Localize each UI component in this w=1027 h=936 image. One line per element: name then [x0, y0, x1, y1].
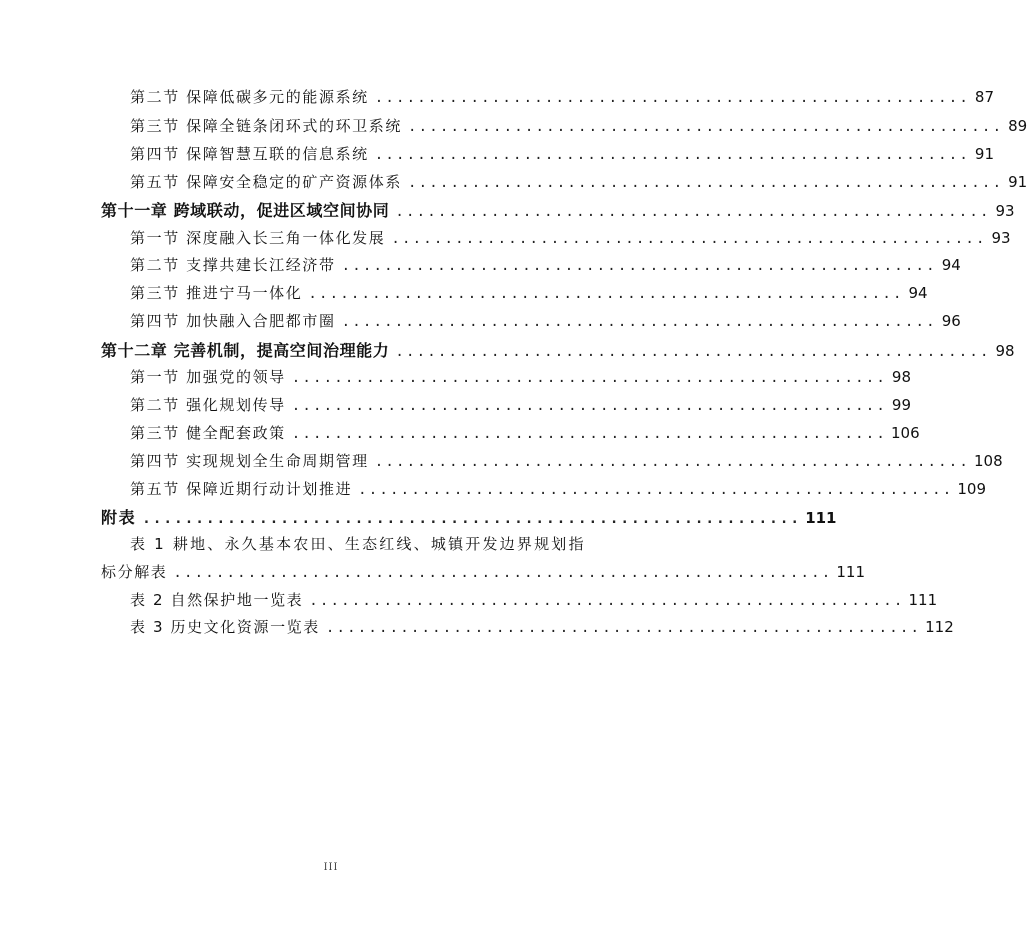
toc-entry-page: 111	[836, 563, 866, 581]
dot-leader: ........................................................	[395, 204, 991, 220]
toc-entry-page: 87	[974, 88, 994, 106]
toc-entry-label: 第四节 加快融入合肥都市圈	[130, 312, 336, 330]
toc-entry-page: 89	[1008, 117, 1027, 135]
dot-leader: ........................................................	[374, 454, 970, 470]
toc-entry[interactable]	[101, 561, 866, 582]
toc-entry-page: 93	[991, 229, 1011, 247]
dot-leader: ........................................................	[341, 258, 937, 274]
toc-chapter-entry[interactable]	[101, 198, 1015, 221]
toc-entry[interactable]	[130, 227, 1011, 248]
dot-leader: ........................................................	[407, 119, 1004, 135]
toc-entry-label: 标分解表	[101, 563, 168, 581]
dot-leader: ........................................................	[309, 593, 905, 609]
dot-leader: ........................................................	[395, 344, 991, 360]
toc-entry-page: 112	[925, 618, 954, 636]
toc-entry-page: 96	[941, 312, 961, 330]
toc-entry-label: 第二节 保障低碳多元的能源系统	[130, 88, 369, 106]
toc-entry-page: 108	[974, 452, 1003, 470]
toc-entry[interactable]	[130, 171, 1027, 192]
toc-entry-label: 第一节 深度融入长三角一体化发展	[130, 229, 386, 247]
toc-entry-page: 98	[891, 368, 911, 386]
toc-entry-label: 表 2 自然保护地一览表	[130, 591, 304, 609]
dot-leader: ..............................................................	[173, 565, 833, 581]
toc-chapter-label: 第十一章 跨域联动，促进区域空间协同	[101, 201, 390, 220]
toc-entry[interactable]	[130, 478, 987, 499]
dot-leader: ........................................................	[358, 482, 954, 498]
toc-entry[interactable]	[130, 86, 994, 107]
toc-entry-page: 98	[995, 342, 1015, 360]
toc-entry[interactable]	[130, 115, 1027, 136]
toc-entry-page: 93	[995, 202, 1015, 220]
toc-entry-label: 第三节 推进宁马一体化	[130, 284, 303, 302]
toc-entry-page: 109	[957, 480, 987, 498]
dot-leader: ........................................................	[374, 90, 970, 106]
toc-entry[interactable]	[130, 450, 1003, 471]
toc-entry-label-first-line[interactable]: 表 1 耕地、永久基本农田、生态红线、城镇开发边界规划指	[130, 535, 586, 553]
toc-entry[interactable]	[130, 282, 928, 303]
toc-entry-label: 第四节 保障智慧互联的信息系统	[130, 145, 369, 163]
toc-chapter-entry[interactable]	[101, 338, 1015, 361]
toc-entry-page: 106	[891, 424, 920, 442]
toc-entry[interactable]	[130, 616, 954, 637]
toc-appendix-label: 附表	[101, 508, 137, 527]
toc-entry-label: 第五节 保障近期行动计划推进	[130, 480, 353, 498]
toc-entry[interactable]	[130, 589, 938, 610]
toc-entry[interactable]	[130, 422, 920, 443]
dot-leader: ........................................................	[291, 426, 887, 442]
toc-entry[interactable]	[130, 254, 961, 275]
toc-entry[interactable]	[130, 394, 911, 415]
toc-entry-page: 91	[1008, 173, 1027, 191]
page-number: III	[323, 862, 339, 873]
dot-leader: ........................................................	[291, 370, 887, 386]
toc-entry[interactable]	[130, 143, 994, 164]
dot-leader: ........................................................	[325, 620, 922, 636]
toc-entry-label: 第一节 加强党的领导	[130, 368, 286, 386]
toc-appendix-entry[interactable]	[101, 505, 837, 528]
dot-leader: ........................................................	[341, 314, 937, 330]
toc-entry-label: 第二节 支撑共建长江经济带	[130, 256, 336, 274]
toc-entry-label: 表 3 历史文化资源一览表	[130, 618, 320, 636]
toc-entry-page: 111	[908, 591, 938, 609]
toc-entry-label: 第三节 健全配套政策	[130, 424, 286, 442]
toc-entry[interactable]	[130, 366, 911, 387]
dot-leader: ..............................................................	[142, 511, 802, 527]
toc-entry-page: 91	[974, 145, 994, 163]
dot-leader: ........................................................	[391, 231, 987, 247]
toc-entry-label: 第五节 保障安全稳定的矿产资源体系	[130, 173, 402, 191]
toc-entry-page: 111	[805, 509, 837, 527]
toc-entry-page: 94	[941, 256, 961, 274]
toc-entry-page: 99	[891, 396, 911, 414]
toc-entry[interactable]	[130, 310, 961, 331]
toc-entry-label: 第二节 强化规划传导	[130, 396, 286, 414]
toc-entry-page: 94	[908, 284, 928, 302]
toc-entry-label: 第四节 实现规划全生命周期管理	[130, 452, 369, 470]
toc-entry-label: 第三节 保障全链条闭环式的环卫系统	[130, 117, 402, 135]
toc-chapter-label: 第十二章 完善机制，提高空间治理能力	[101, 341, 390, 360]
dot-leader: ........................................................	[291, 398, 887, 414]
dot-leader: ........................................................	[407, 175, 1004, 191]
dot-leader: ........................................................	[308, 286, 904, 302]
dot-leader: ........................................................	[374, 147, 970, 163]
